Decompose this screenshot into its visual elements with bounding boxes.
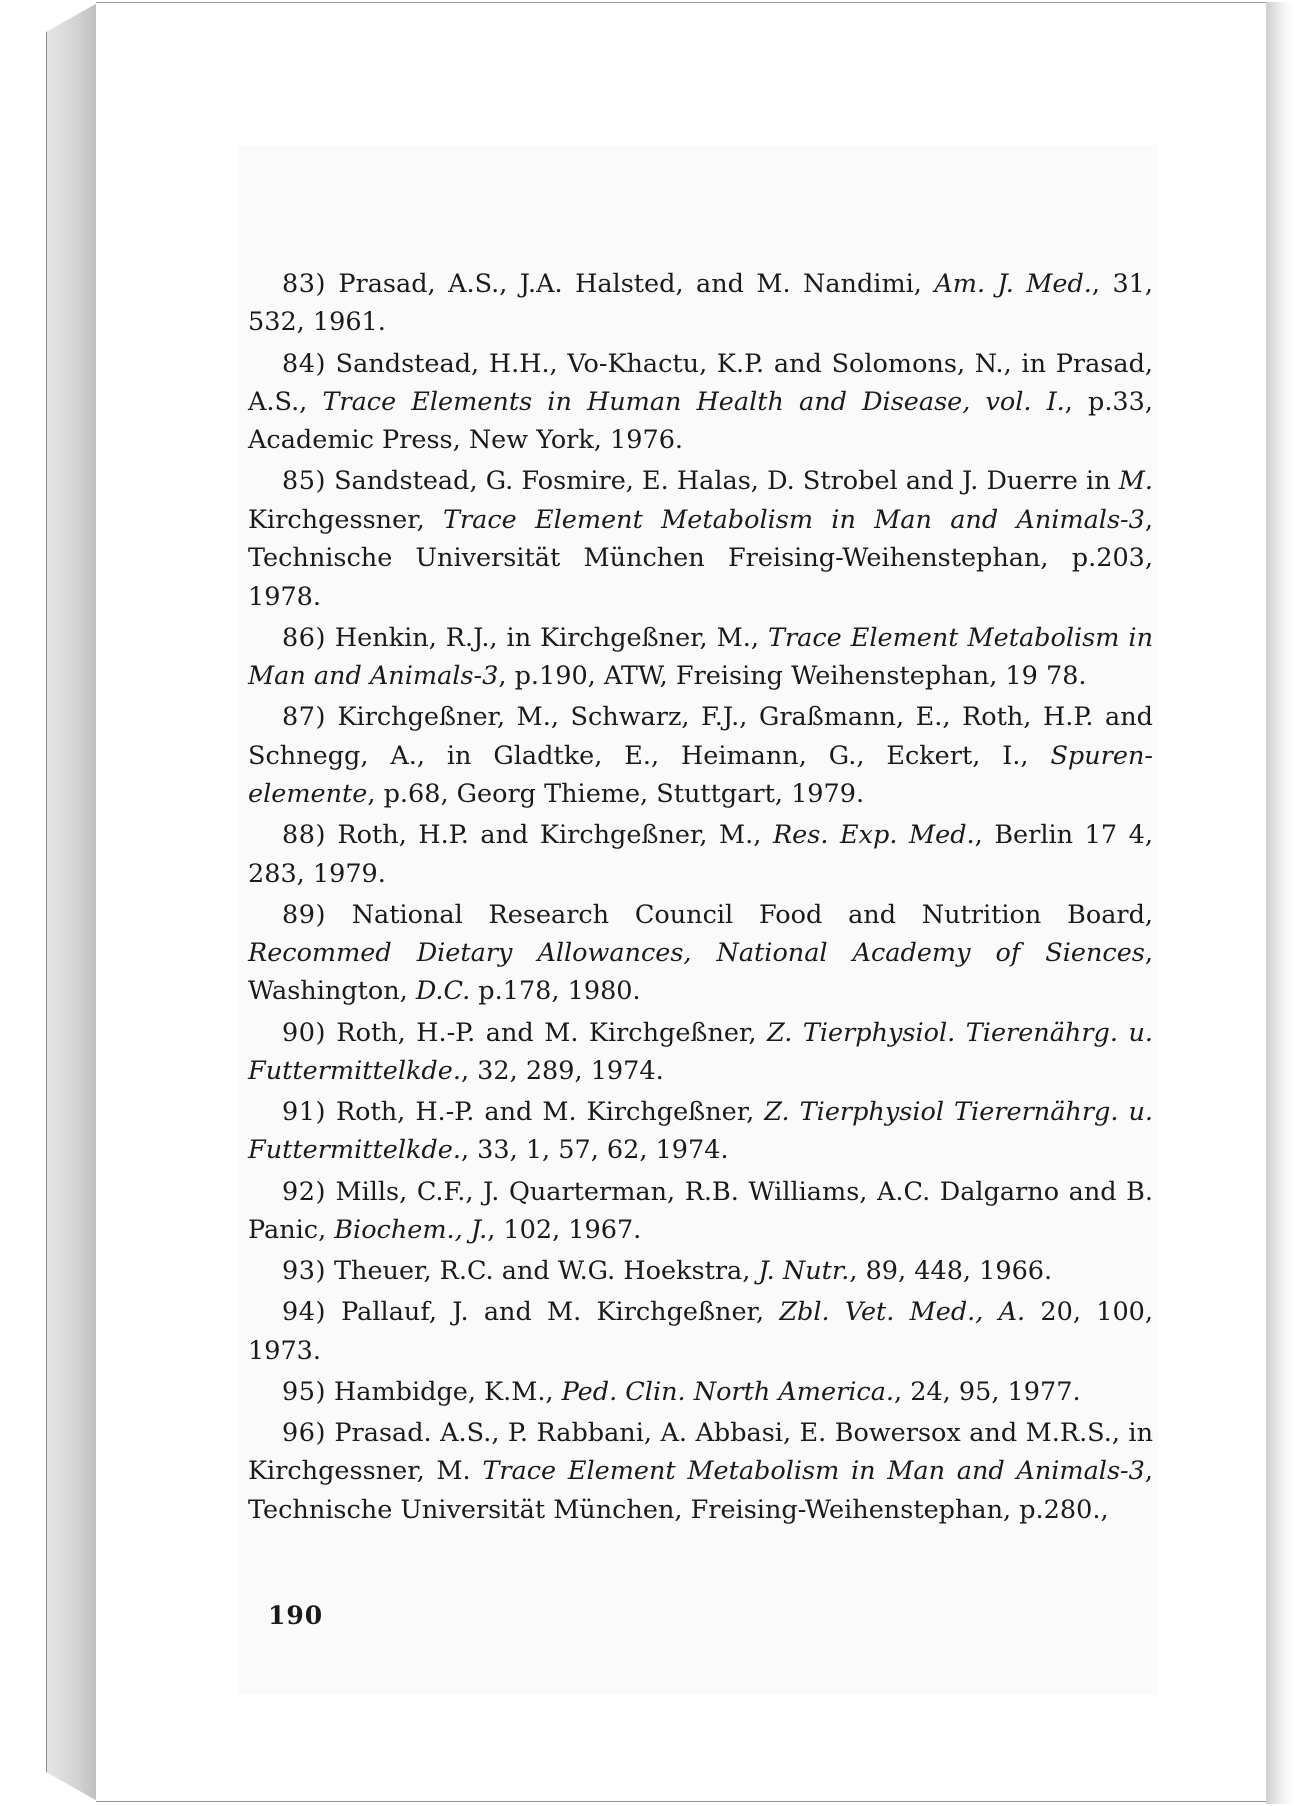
reference-number: 85)	[282, 466, 326, 497]
reference-title-italic: Trace Element Metabolism in Man and Animals-3	[482, 1456, 1145, 1487]
reference-entry	[248, 698, 1153, 813]
reference-number: 92)	[282, 1176, 326, 1207]
reference-text: Theuer, R.C. and W.G. Hoekstra,	[334, 1256, 759, 1287]
reference-text: Sandstead, H.H., Vo-Khactu, K.P. and Solomons, N., in Prasad, A.S.,	[248, 348, 1154, 417]
reference-text: Roth, H.P. and Kirchgeßner, M.,	[337, 820, 773, 851]
reference-number: 96)	[282, 1417, 326, 1448]
reference-entry	[248, 1014, 1153, 1091]
reference-entry	[248, 1252, 1153, 1290]
reference-entry	[248, 265, 1153, 342]
reference-number: 89)	[282, 899, 326, 930]
reference-entry	[248, 1414, 1153, 1529]
reference-text: , Technische Universität München, Freising-Weihenstephan, p.280.,	[248, 1456, 1153, 1525]
reference-text: Mills, C.F., J. Quarterman, R.B. Williams, A.C. Dalgarno and B. Panic,	[248, 1176, 1153, 1245]
reference-text: , 24, 95, 1977.	[894, 1376, 1081, 1407]
reference-text: Kirchgeßner, M., Schwarz, F.J., Graßmann, E., Roth, H.P. and Schnegg, A., in Gladtke, E., Heimann, G., Eckert, I.,	[248, 702, 1153, 771]
reference-text: , 31, 532, 1961.	[248, 269, 1154, 338]
reference-title-italic: Res. Exp. Med.	[772, 820, 975, 851]
reference-text: Roth, H.-P. and M. Kirchgeßner,	[336, 1017, 767, 1048]
reference-number: 84)	[282, 348, 326, 379]
reference-number: 90)	[282, 1017, 326, 1048]
reference-title-italic: Trace Elements in Human Health and Disease, vol. I.	[322, 386, 1065, 417]
reference-text: , p.190, ATW, Freising Weihenstephan, 19 78.	[498, 661, 1087, 692]
reference-entry	[248, 619, 1153, 696]
reference-entry	[248, 462, 1153, 616]
reference-number: 87)	[282, 702, 326, 733]
reference-title-italic: Zbl. Vet. Med., A.	[779, 1297, 1026, 1328]
page-number: 190	[268, 1601, 324, 1630]
reference-title-italic: M.	[1118, 466, 1154, 497]
reference-text: Prasad, A.S., J.A. Halsted, and M. Nandimi,	[338, 269, 935, 299]
reference-text: , Washington,	[248, 938, 1153, 1007]
reference-number: 86)	[282, 622, 326, 653]
reference-text: , p.68, Georg Thieme, Stuttgart, 1979.	[367, 779, 865, 810]
reference-text: Pallauf, J. and M. Kirchgeßner,	[341, 1297, 780, 1328]
reference-title-italic: D.C.	[415, 976, 471, 1007]
reference-number: 93)	[282, 1256, 326, 1287]
reference-title-italic: Trace Element Metabolism in Man and Animals-3	[442, 504, 1145, 535]
reference-text: , 33, 1, 57, 62, 1974.	[460, 1135, 729, 1166]
reference-number: 88)	[282, 820, 326, 851]
reference-text: Prasad. A.S., P. Rabbani, A. Abbasi, E. Bowersox and M.R.S., in Kirchgessner, M.	[248, 1417, 1153, 1487]
reference-text: 20, 100, 1973.	[248, 1297, 1153, 1366]
reference-entry	[248, 816, 1153, 893]
reference-text: , 89, 448, 1966.	[849, 1256, 1053, 1287]
reference-text: Henkin, R.J., in Kirchgeßner, M.,	[334, 622, 768, 653]
reference-title-italic: Spuren-elemente	[248, 740, 1153, 810]
page-edge-shadow	[1266, 2, 1294, 1804]
reference-entry	[248, 1373, 1153, 1411]
reference-title-italic: J. Nutr.	[758, 1256, 850, 1287]
reference-text: Kirchgessner,	[248, 504, 443, 535]
reference-entry	[248, 1093, 1153, 1170]
reference-text: , 102, 1967.	[487, 1214, 642, 1245]
reference-entry	[248, 896, 1153, 1011]
reference-text: , p.33, Academic Press, New York, 1976.	[248, 386, 1153, 456]
reference-entry	[248, 1293, 1153, 1370]
reference-title-italic: Ped. Clin. North America.	[561, 1376, 895, 1407]
reference-title-italic: Trace Element Metabolism in Man and Animals-3	[248, 622, 1153, 692]
reference-entry	[248, 345, 1153, 460]
reference-text: p.178, 1980.	[470, 976, 641, 1007]
reference-number: 83)	[282, 269, 326, 299]
reference-text: Hambidge, K.M.,	[334, 1376, 562, 1407]
reference-title-italic: Z. Tierphysiol. Tierenährg. u. Futtermittelkde.	[248, 1017, 1153, 1086]
reference-title-italic: Z. Tierphysiol Tierernährg. u. Futtermittelkde.	[248, 1097, 1154, 1166]
reference-number: 95)	[282, 1376, 326, 1407]
reference-title-italic: Biochem., J.	[334, 1214, 488, 1245]
reference-number: 91)	[282, 1097, 326, 1128]
reference-number: 94)	[282, 1297, 326, 1328]
book-spine	[46, 2, 99, 1802]
reference-text: , 32, 289, 1974.	[460, 1055, 664, 1086]
reference-text: Roth, H.-P. and M. Kirchgeßner,	[335, 1097, 765, 1128]
reference-title-italic: Am. J. Med.	[934, 269, 1092, 299]
reference-list	[248, 265, 1153, 1532]
reference-title-italic: Recommed Dietary Allowances, National Academy of Siences	[248, 938, 1145, 969]
reference-text: Sandstead, G. Fosmire, E. Halas, D. Strobel and J. Duerre in	[334, 466, 1119, 497]
reference-text: , Technische Universität München Freising-Weihenstephan, p.203, 1978.	[248, 504, 1153, 612]
reference-entry	[248, 1173, 1153, 1250]
reference-text: , Berlin 17 4, 283, 1979.	[248, 820, 1153, 889]
reference-text: National Research Council Food and Nutrition Board,	[351, 899, 1154, 930]
